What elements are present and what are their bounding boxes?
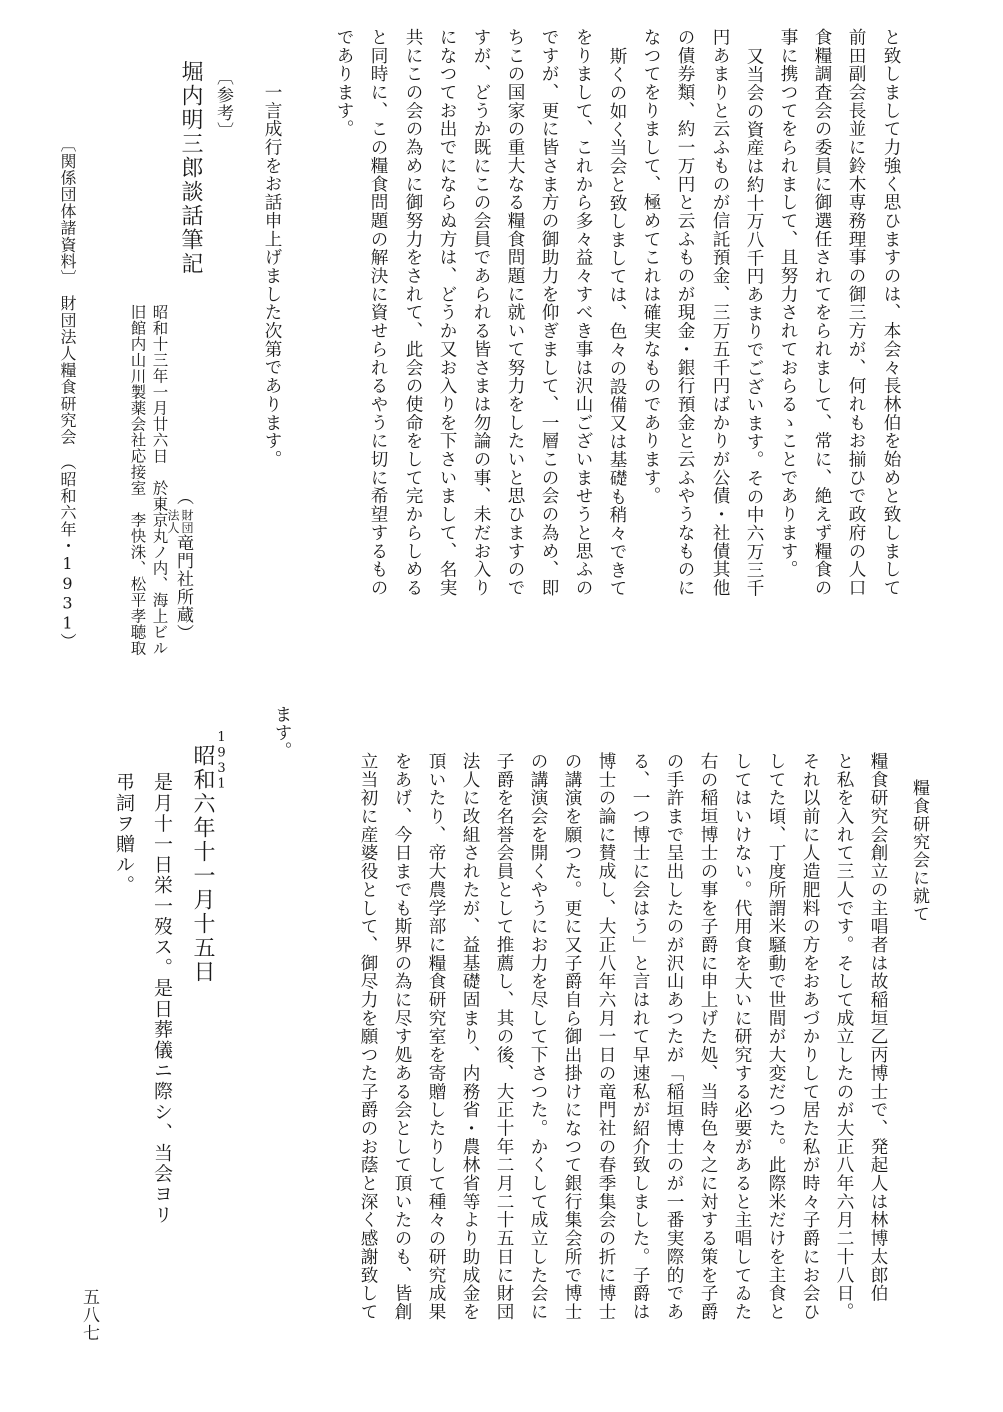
text-line: ですが、更に皆さま方の御助力を仰ぎまして、一層この会の為め、即 bbox=[539, 28, 559, 597]
text-line: 頂いたり、帝大農学部に糧食研究室を寄贈したりして種々の研究成果 bbox=[426, 752, 446, 1321]
text-line: の手許まで呈出したのが沢山あつたが「稲垣博士のが一番実際的であ bbox=[664, 752, 684, 1321]
year-western: 1931 bbox=[214, 730, 229, 792]
reference-line: 〔関係団体諸資料〕 財団法人糧食研究会 （昭和六年・1931） bbox=[58, 136, 77, 650]
text-line: してはいけない。代用食を大いに研究する必要があると主唱してゐた bbox=[732, 752, 752, 1321]
text-line: 共にこの会の為めに御努力をされて、此会の使命をして完からしめる bbox=[403, 28, 423, 597]
text-line: 又当会の資産は約十万八千円あまりでございます。その中六万三千 bbox=[744, 47, 764, 598]
text-line: 法人に改組されたが、益基礎固まり、内務省・農林省等より助成金を bbox=[460, 752, 480, 1321]
text-line: の講演会を開くやうにお力を尽して下さつた。かくして成立した会に bbox=[528, 752, 548, 1321]
page-number: 五八七 bbox=[79, 1288, 99, 1342]
section-heading: 糧食研究会に就て bbox=[909, 779, 929, 923]
text-line: であります。 bbox=[334, 28, 354, 139]
text-line: 一言成行をお話申上げました次第であります。 bbox=[262, 83, 282, 469]
sankou-title: 堀内明三郎談話筆記 bbox=[178, 60, 203, 276]
date-place-line: 旧館内山川製薬会社応接室 李快洙、松平孝聴取 bbox=[128, 304, 147, 656]
text-line: と同時に、この糧食問題の解決に資せられるやうに切に希望するもの bbox=[368, 28, 388, 597]
text-line: ちこの国家の重大なる糧食問題に就いて努力をしたいと思ひますので bbox=[505, 28, 525, 597]
text-line: 円あまりと云ふものが信託預金、三万五千円ばかりが公債・社債其他 bbox=[710, 28, 730, 597]
source-note-prefix: （ bbox=[173, 488, 193, 506]
text-line: る、一つ博士に会はう」と言はれて早速私が紹介致しました。子爵は bbox=[630, 752, 650, 1321]
text-line: 事に携つてをられまして、且努力されておらるゝことであります。 bbox=[778, 28, 798, 579]
date-heading: 昭和六年十一月十五日 bbox=[190, 744, 215, 984]
text-line: してた頃、丁度所謂米騒動で世間が大変だつた。此際米だけを主食と bbox=[766, 752, 786, 1321]
text-line: 立当初に産婆役として、御尽力を願つた子爵のお蔭と深く感謝致して bbox=[358, 752, 378, 1321]
text-line: 子爵を名誉会員として推薦し、其の後、大正十年二月二十五日に財団 bbox=[494, 752, 514, 1321]
date-place-line: 昭和十三年一月廿六日 於東京丸ノ内、海上ビル bbox=[150, 304, 169, 656]
text-line: と致しまして力強く思ひますのは、本会々長林伯を始めと致しまして bbox=[881, 28, 901, 597]
text-line: の講演を願つた。更に又子爵自ら御出掛けになつて銀行集会所で博士 bbox=[562, 752, 582, 1321]
text-line: になつてお出でにならぬ方は、どうか又お入りを下さいまして、名実 bbox=[437, 28, 457, 597]
text-line: の債券類、約一万円と云ふものが現金・銀行預金と云ふやうなものに bbox=[675, 28, 695, 597]
text-line: 食糧調査会の委員に御選任されてをられまして、常に、絶えず糧食の bbox=[812, 28, 832, 597]
text-line: 博士の論に賛成し、大正八年六月一日の竜門社の春季集会の折に博士 bbox=[596, 752, 616, 1321]
entry-line: 弔詞ヲ贈ル。 bbox=[113, 772, 135, 896]
source-note-main: 竜門社所蔵） bbox=[173, 534, 193, 642]
text-line: をりまして、これから多々益々すべき事は沢山ございませうと思ふの bbox=[573, 28, 593, 597]
text-line: 前田副会長並に鈴木専務理事の御三方が、何れもお揃ひで政府の人口 bbox=[846, 28, 866, 597]
source-note-small-b: 法人 bbox=[166, 509, 180, 534]
text-line: ます。 bbox=[272, 705, 292, 761]
source-note-small-a: 財団 bbox=[180, 509, 194, 534]
sankou-label: 〔参考〕 bbox=[213, 68, 233, 140]
text-line: 右の稲垣博士の事を子爵に申上げた処、当時色々之に対する策を子爵 bbox=[698, 752, 718, 1321]
text-line: それ以前に人造肥料の方をおあづかりして居た私が時々子爵にお会ひ bbox=[800, 752, 820, 1321]
text-line: なつてをりまして、極めてこれは確実なものであります。 bbox=[641, 28, 661, 506]
text-line: すが、どうか既にこの会員であられる皆さまは勿論の事、未だお入り bbox=[471, 28, 491, 597]
text-line: と私を入れて三人です。そして成立したのが大正八年六月二十八日。 bbox=[834, 752, 854, 1321]
text-line: 斯くの如く当会と致しましては、色々の設備又は基礎も稍々できて bbox=[607, 47, 627, 598]
text-line: 糧食研究会創立の主唱者は故稲垣乙丙博士で、発起人は林博太郎伯 bbox=[868, 752, 888, 1303]
text-line: をあげ、今日までも斯界の為に尽す処ある会として頂いたのも、皆創 bbox=[392, 752, 412, 1321]
entry-line: 是月十一日栄一歿ス。是日葬儀ニ際シ、当会ヨリ bbox=[151, 772, 173, 1226]
